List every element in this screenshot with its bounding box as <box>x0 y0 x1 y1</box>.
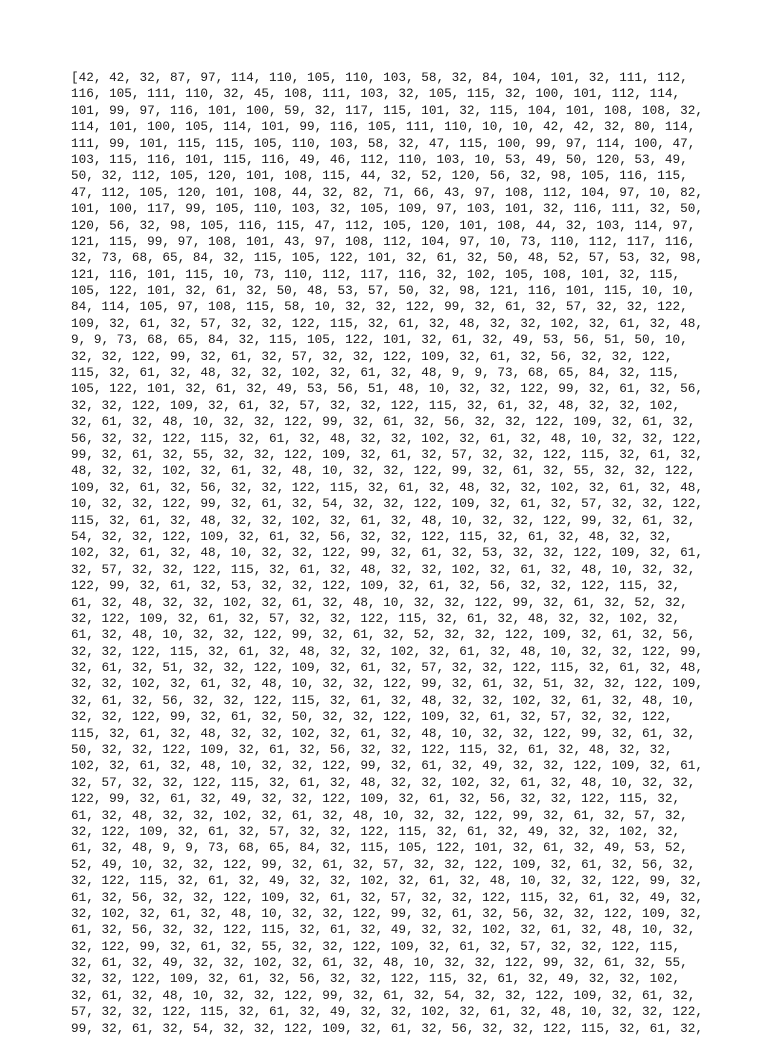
text-line: 61, 32, 56, 32, 32, 122, 115, 32, 61, 32, 49, 32, 32, 102, 32, 61, 32, 48, 10, 32, <box>71 922 696 938</box>
text-line: 99, 32, 61, 32, 54, 32, 32, 122, 109, 32, 61, 32, 56, 32, 32, 122, 115, 32, 61, 32, <box>71 1020 703 1036</box>
text-line: 109, 32, 61, 32, 56, 32, 32, 122, 115, 32, 61, 32, 48, 32, 32, 102, 32, 61, 32, 48, <box>71 479 703 495</box>
text-line: 52, 49, 10, 32, 32, 122, 99, 32, 61, 32, 57, 32, 32, 122, 109, 32, 61, 32, 56, 32, <box>71 856 696 872</box>
text-line: 109, 32, 61, 32, 57, 32, 32, 122, 115, 32, 61, 32, 48, 32, 32, 102, 32, 61, 32, 48, <box>71 315 703 331</box>
text-line: 122, 99, 32, 61, 32, 49, 32, 32, 122, 109, 32, 61, 32, 56, 32, 32, 122, 115, 32, <box>71 791 681 807</box>
text-line: 32, 61, 32, 56, 32, 32, 122, 115, 32, 61, 32, 48, 32, 32, 102, 32, 61, 32, 48, 10, <box>71 692 696 708</box>
text-line: 111, 99, 101, 115, 115, 105, 110, 103, 58, 32, 47, 115, 100, 99, 97, 114, 100, 47, <box>71 135 696 151</box>
text-line: 103, 115, 116, 101, 115, 116, 49, 46, 112, 110, 103, 10, 53, 49, 50, 120, 53, 49, <box>71 151 688 167</box>
text-line: 50, 32, 32, 122, 109, 32, 61, 32, 56, 32, 32, 122, 115, 32, 61, 32, 48, 32, 32, <box>71 742 673 758</box>
text-line: 115, 32, 61, 32, 48, 32, 32, 102, 32, 61, 32, 48, 10, 32, 32, 122, 99, 32, 61, 32, <box>71 725 696 741</box>
text-line: 114, 101, 100, 105, 114, 101, 99, 116, 105, 111, 110, 10, 10, 42, 42, 32, 80, 114, <box>71 119 696 135</box>
text-line: 48, 32, 32, 102, 32, 61, 32, 48, 10, 32, 32, 122, 99, 32, 61, 32, 55, 32, 32, 122, <box>71 463 696 479</box>
text-line: 32, 122, 115, 32, 61, 32, 49, 32, 32, 102, 32, 61, 32, 48, 10, 32, 32, 122, 99, 32, <box>71 873 703 889</box>
text-line: 32, 122, 109, 32, 61, 32, 57, 32, 32, 122, 115, 32, 61, 32, 48, 32, 32, 102, 32, <box>71 610 681 626</box>
text-line: 57, 32, 32, 122, 115, 32, 61, 32, 49, 32, 32, 102, 32, 61, 32, 48, 10, 32, 32, 122, <box>71 1004 703 1020</box>
text-line: 32, 73, 68, 65, 84, 32, 115, 105, 122, 101, 32, 61, 32, 50, 48, 52, 57, 53, 32, 98, <box>71 250 703 266</box>
byte-array-text <box>71 70 701 1037</box>
text-line: 116, 105, 111, 110, 32, 45, 108, 111, 103, 32, 105, 115, 32, 100, 101, 112, 114, <box>71 86 681 102</box>
text-line: 101, 99, 97, 116, 101, 100, 59, 32, 117, 115, 101, 32, 115, 104, 101, 108, 108, 32, <box>71 102 703 118</box>
text-line: 32, 32, 122, 109, 32, 61, 32, 56, 32, 32, 122, 115, 32, 61, 32, 49, 32, 32, 102, <box>71 971 681 987</box>
text-line: 32, 32, 122, 115, 32, 61, 32, 48, 32, 32, 102, 32, 61, 32, 48, 10, 32, 32, 122, 99, <box>71 643 703 659</box>
text-line: 54, 32, 32, 122, 109, 32, 61, 32, 56, 32, 32, 122, 115, 32, 61, 32, 48, 32, 32, <box>71 528 673 544</box>
text-line: 121, 115, 99, 97, 108, 101, 43, 97, 108, 112, 104, 97, 10, 73, 110, 112, 117, 116, <box>71 233 696 249</box>
text-line: 61, 32, 56, 32, 32, 122, 109, 32, 61, 32, 57, 32, 32, 122, 115, 32, 61, 32, 49, 32, <box>71 889 703 905</box>
text-line: 99, 32, 61, 32, 55, 32, 32, 122, 109, 32, 61, 32, 57, 32, 32, 122, 115, 32, 61, 32, <box>71 446 703 462</box>
text-line: 115, 32, 61, 32, 48, 32, 32, 102, 32, 61, 32, 48, 9, 9, 73, 68, 65, 84, 32, 115, <box>71 365 681 381</box>
text-line: 102, 32, 61, 32, 48, 10, 32, 32, 122, 99, 32, 61, 32, 49, 32, 32, 122, 109, 32, 61, <box>71 758 703 774</box>
text-line: 32, 57, 32, 32, 122, 115, 32, 61, 32, 48, 32, 32, 102, 32, 61, 32, 48, 10, 32, 32, <box>71 774 696 790</box>
text-line: 84, 114, 105, 97, 108, 115, 58, 10, 32, 32, 122, 99, 32, 61, 32, 57, 32, 32, 122, <box>71 299 688 315</box>
text-line: 47, 112, 105, 120, 101, 108, 44, 32, 82, 71, 66, 43, 97, 108, 112, 104, 97, 10, 82, <box>71 184 703 200</box>
text-line: 102, 32, 61, 32, 48, 10, 32, 32, 122, 99, 32, 61, 32, 53, 32, 32, 122, 109, 32, 61, <box>71 545 703 561</box>
text-line: 32, 32, 122, 109, 32, 61, 32, 57, 32, 32, 122, 115, 32, 61, 32, 48, 32, 32, 102, <box>71 397 681 413</box>
text-line: 32, 32, 122, 99, 32, 61, 32, 50, 32, 32, 122, 109, 32, 61, 32, 57, 32, 32, 122, <box>71 709 673 725</box>
text-line: 32, 61, 32, 49, 32, 32, 102, 32, 61, 32, 48, 10, 32, 32, 122, 99, 32, 61, 32, 55, <box>71 955 688 971</box>
text-line: 9, 9, 73, 68, 65, 84, 32, 115, 105, 122, 101, 32, 61, 32, 49, 53, 56, 51, 50, 10, <box>71 332 688 348</box>
text-line: 32, 57, 32, 32, 122, 115, 32, 61, 32, 48, 32, 32, 102, 32, 61, 32, 48, 10, 32, 32, <box>71 561 696 577</box>
text-line: 105, 122, 101, 32, 61, 32, 50, 48, 53, 57, 50, 32, 98, 121, 116, 101, 115, 10, 10, <box>71 283 696 299</box>
text-line: 101, 100, 117, 99, 105, 110, 103, 32, 105, 109, 97, 103, 101, 32, 116, 111, 32, 50, <box>71 201 703 217</box>
text-line: 61, 32, 48, 32, 32, 102, 32, 61, 32, 48, 10, 32, 32, 122, 99, 32, 61, 32, 57, 32, <box>71 807 688 823</box>
text-line: 122, 99, 32, 61, 32, 53, 32, 32, 122, 109, 32, 61, 32, 56, 32, 32, 122, 115, 32, <box>71 578 681 594</box>
text-line: 105, 122, 101, 32, 61, 32, 49, 53, 56, 51, 48, 10, 32, 32, 122, 99, 32, 61, 32, 56, <box>71 381 703 397</box>
text-line: 32, 122, 99, 32, 61, 32, 55, 32, 32, 122, 109, 32, 61, 32, 57, 32, 32, 122, 115, <box>71 938 681 954</box>
text-line: 61, 32, 48, 10, 32, 32, 122, 99, 32, 61, 32, 52, 32, 32, 122, 109, 32, 61, 32, 56, <box>71 627 696 643</box>
text-line: [42, 42, 32, 87, 97, 114, 110, 105, 110, 103, 58, 32, 84, 104, 101, 32, 111, 112, <box>71 70 688 85</box>
text-line: 10, 32, 32, 122, 99, 32, 61, 32, 54, 32, 32, 122, 109, 32, 61, 32, 57, 32, 32, 122, <box>71 496 703 512</box>
text-line: 32, 32, 122, 99, 32, 61, 32, 57, 32, 32, 122, 109, 32, 61, 32, 56, 32, 32, 122, <box>71 348 673 364</box>
text-line: 61, 32, 48, 9, 9, 73, 68, 65, 84, 32, 115, 105, 122, 101, 32, 61, 32, 49, 53, 52, <box>71 840 688 856</box>
text-line: 120, 56, 32, 98, 105, 116, 115, 47, 112, 105, 120, 101, 108, 44, 32, 103, 114, 97, <box>71 217 696 233</box>
text-line: 50, 32, 112, 105, 120, 101, 108, 115, 44, 32, 52, 120, 56, 32, 98, 105, 116, 115, <box>71 168 688 184</box>
text-line: 32, 102, 32, 61, 32, 48, 10, 32, 32, 122, 99, 32, 61, 32, 56, 32, 32, 122, 109, 32, <box>71 905 703 921</box>
text-line: 56, 32, 32, 122, 115, 32, 61, 32, 48, 32, 32, 102, 32, 61, 32, 48, 10, 32, 32, 122, <box>71 430 703 446</box>
text-line: 32, 122, 109, 32, 61, 32, 57, 32, 32, 122, 115, 32, 61, 32, 49, 32, 32, 102, 32, <box>71 823 681 839</box>
text-line: 61, 32, 48, 32, 32, 102, 32, 61, 32, 48, 10, 32, 32, 122, 99, 32, 61, 32, 52, 32, <box>71 594 688 610</box>
text-line: 32, 32, 102, 32, 61, 32, 48, 10, 32, 32, 122, 99, 32, 61, 32, 51, 32, 32, 122, 109, <box>71 676 703 692</box>
text-line: 32, 61, 32, 48, 10, 32, 32, 122, 99, 32, 61, 32, 54, 32, 32, 122, 109, 32, 61, 32, <box>71 987 696 1003</box>
text-line: 32, 61, 32, 51, 32, 32, 122, 109, 32, 61, 32, 57, 32, 32, 122, 115, 32, 61, 32, 48, <box>71 660 703 676</box>
text-line: 121, 116, 101, 115, 10, 73, 110, 112, 117, 116, 32, 102, 105, 108, 101, 32, 115, <box>71 266 681 282</box>
text-line: 115, 32, 61, 32, 48, 32, 32, 102, 32, 61, 32, 48, 10, 32, 32, 122, 99, 32, 61, 32, <box>71 512 696 528</box>
text-line: 32, 61, 32, 48, 10, 32, 32, 122, 99, 32, 61, 32, 56, 32, 32, 122, 109, 32, 61, 32, <box>71 414 696 430</box>
